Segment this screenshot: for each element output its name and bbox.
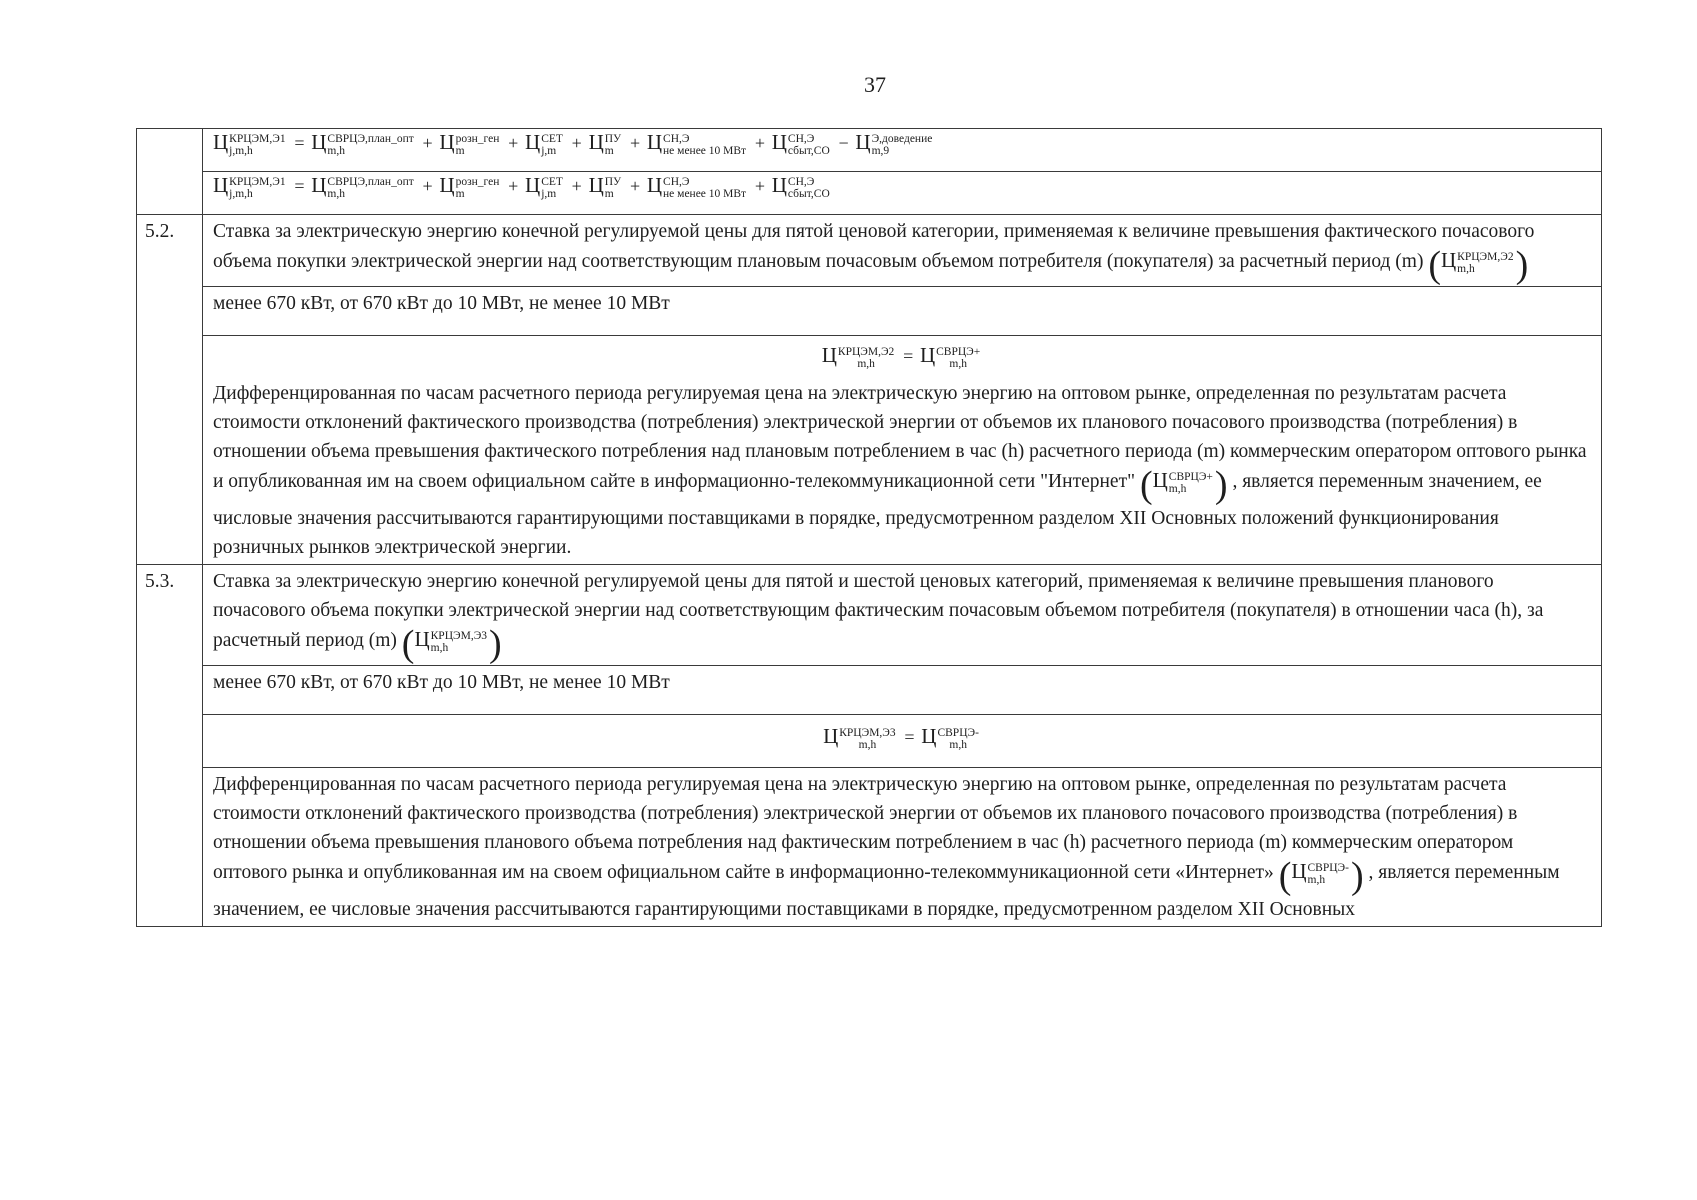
formula-e3: Ц КРЦЭМ,Э3 m,h = Ц СВРЦЭ- m,h (823, 724, 979, 751)
formula-cell (203, 172, 1602, 215)
section-title-text: Ставка за электрическую энергию конечной регулируемой цены для пятой и шестой ценовых категорий, применяемая к величине превышения планового почасового объема покупки электрической энергии над соответствующим фактическим почасовым объемом потребителя (покупателя) в отношении часа (h), за расчетный период (m) (213, 571, 1544, 651)
tariff-table (136, 128, 1602, 927)
formula-e2: Ц КРЦЭМ,Э2 m,h = Ц СВРЦЭ+ m,h (821, 343, 981, 370)
table-row (137, 715, 1602, 768)
table-row (137, 129, 1602, 172)
table-row (137, 215, 1602, 287)
inline-formula: (Ц СВРЦЭ+ m,h ) (1139, 464, 1228, 506)
table-row (137, 172, 1602, 215)
description-cell (203, 336, 1602, 565)
description-text: , является переменным значением, ее числовые значения рассчитываются гарантирующими поставщиками в порядке, предусмотренном разделом XII Основных положений функционирования розничных рынков электрической энергии. (213, 471, 1542, 558)
formula-cell (203, 129, 1602, 172)
description-text: , является переменным значением, ее числовые значения рассчитываются гарантирующими поставщиками в порядке, предусмотренном разделом XII Основных (213, 862, 1560, 920)
formula-e1: Ц КРЦЭМ,Э1 j,m,h = Ц СВРЦЭ,план_опт m,h + Ц розн_ген m + Ц СЕТ j,m + Ц ПУ m + Ц СН,Э не менее 10 МВт + Ц СН,Э сбыт,СО (213, 173, 830, 200)
row-number-cell (137, 172, 203, 215)
table-row (137, 287, 1602, 336)
section-title (203, 565, 1602, 666)
inline-formula: (Ц СВРЦЭ- m,h ) (1278, 855, 1364, 897)
inline-formula: (Ц КРЦЭМ,Э2 m,h ) (1428, 244, 1529, 286)
table-row (137, 768, 1602, 927)
formula-cell (203, 715, 1602, 768)
table-row (137, 336, 1602, 565)
table-row (137, 565, 1602, 666)
description-cell (203, 768, 1602, 927)
inline-formula: (Ц КРЦЭМ,Э3 m,h ) (401, 623, 502, 665)
formula-e1-with-adjustment: Ц КРЦЭМ,Э1 j,m,h = Ц СВРЦЭ,план_опт m,h + Ц розн_ген m + Ц СЕТ j,m + Ц ПУ m + Ц СН,Э не менее 10 МВт + Ц СН,Э сбыт,СО − Ц Э,доведение m,9 (213, 130, 933, 157)
capacity-cell: менее 670 кВт, от 670 кВт до 10 МВт, не менее 10 МВт (203, 666, 1602, 715)
section-title-text: Ставка за электрическую энергию конечной регулируемой цены для пятой ценовой категории, применяемая к величине превышения фактического почасового объема покупки электрической энергии над соответствующим плановым почасовым объемом потребителя (покупателя) за расчетный период (m) (213, 221, 1535, 272)
section-number: 5.3. (137, 565, 203, 927)
page-number: 37 (864, 72, 886, 97)
section-title (203, 215, 1602, 287)
row-number-cell (137, 129, 203, 172)
table-row (137, 666, 1602, 715)
description-text: Дифференцированная по часам расчетного периода регулируемая цена на электрическую энергию на оптовом рынке, определенная по результатам расчета стоимости отклонений фактического производства (потребления) электрической энергии от объемов их планового почасового производства (потребления) в отношении объема превышения планового объема потребления над фактическим потреблением в час (h) расчетного периода (m) коммерческим оператором оптового рынка и опубликованная им на своем официальном сайте в информационно-телекоммуникационной сети «Интернет» (213, 774, 1518, 883)
capacity-cell: менее 670 кВт, от 670 кВт до 10 МВт, не менее 10 МВт (203, 287, 1602, 336)
section-number: 5.2. (137, 215, 203, 565)
description-text: Дифференцированная по часам расчетного периода регулируемая цена на электрическую энергию на оптовом рынке, определенная по результатам расчета стоимости отклонений фактического производства (потребления) электрической энергии от объемов их планового почасового производства (потребления) в отношении объема превышения фактического потребления над плановым потреблением в час (h) расчетного периода (m) коммерческим оператором оптового рынка и опубликованная им на своем официальном сайте в информационно-телекоммуникационной сети "Интернет" (213, 383, 1587, 492)
